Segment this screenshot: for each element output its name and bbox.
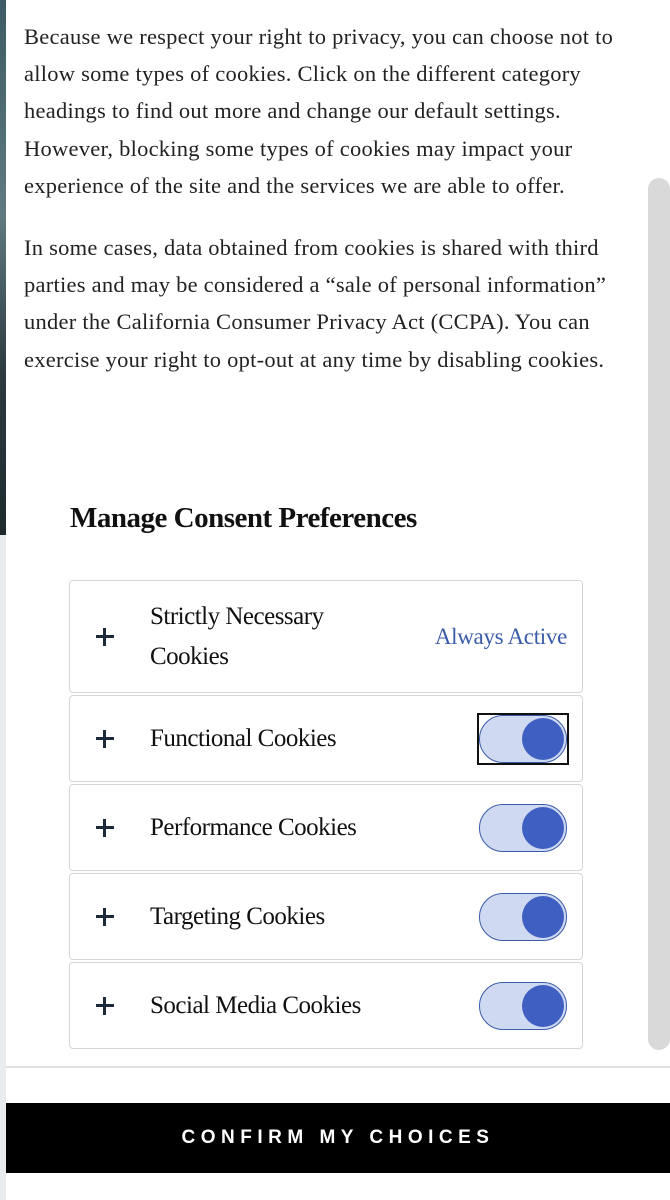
toggle-knob <box>522 718 564 760</box>
cookie-category-list <box>69 580 583 1049</box>
plus-icon <box>92 726 118 752</box>
always-active-label: Always Active <box>434 623 567 649</box>
plus-icon <box>92 815 118 841</box>
scrollbar[interactable] <box>648 178 670 1050</box>
manage-consent-heading: Manage Consent Preferences <box>70 502 417 534</box>
targeting-cookies-toggle[interactable] <box>479 893 567 941</box>
plus-icon <box>92 904 118 930</box>
footer-divider <box>6 1066 670 1068</box>
performance-cookies-toggle[interactable] <box>479 804 567 852</box>
category-title: Strictly Necessary Cookies <box>150 602 324 670</box>
intro-paragraph-ccpa: In some cases, data obtained from cookies is shared with third parties and may be considered a “sale of personal information” under the California Consumer Privacy Act (CCPA). You can exercise your right to opt-out at any time by disabling cookies. <box>24 235 607 372</box>
category-strictly-necessary[interactable] <box>69 580 583 693</box>
social-media-cookies-toggle[interactable] <box>479 982 567 1030</box>
toggle-knob <box>522 807 564 849</box>
toggle-knob <box>522 896 564 938</box>
category-performance[interactable] <box>69 784 583 871</box>
category-functional[interactable] <box>69 695 583 782</box>
plus-icon <box>92 993 118 1019</box>
category-title: Social Media Cookies <box>150 991 361 1019</box>
intro-paragraph-privacy: Because we respect your right to privacy, you can choose not to allow some types of cookies. Click on the different category headings to find out more and change our default settings. However, blocking some types of cookies may impact your experience of the site and the services we are able to offer. <box>24 24 614 198</box>
intro-text <box>24 18 624 378</box>
confirm-my-choices-button[interactable]: CONFIRM MY CHOICES <box>6 1103 670 1173</box>
category-targeting[interactable] <box>69 873 583 960</box>
plus-icon <box>92 624 118 650</box>
preference-center-panel <box>6 0 670 1200</box>
category-social-media[interactable] <box>69 962 583 1049</box>
toggle-knob <box>522 985 564 1027</box>
category-title: Targeting Cookies <box>150 902 325 930</box>
category-title: Performance Cookies <box>150 813 357 841</box>
category-title: Functional Cookies <box>150 724 337 752</box>
functional-cookies-toggle[interactable] <box>479 715 567 763</box>
